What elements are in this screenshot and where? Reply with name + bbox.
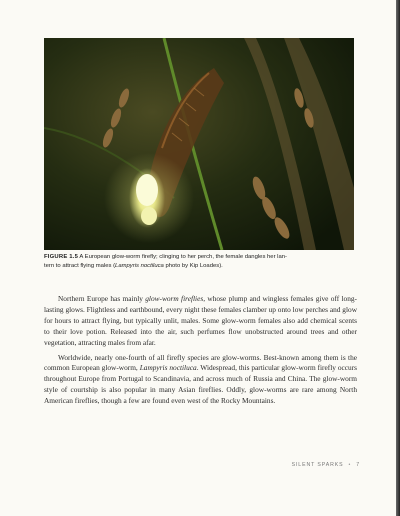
caption-text-line2: tern to attract flying males ( <box>44 262 116 269</box>
page-number: 7 <box>356 462 360 468</box>
page-edge-shadow <box>396 0 400 516</box>
caption-species: Lampyris noctiluca <box>115 262 164 269</box>
paragraph-1-emphasis: glow-worm fireflies <box>145 294 204 303</box>
paragraph-2-emphasis: Lampyris noctiluca <box>139 363 197 373</box>
footer-separator: • <box>348 462 352 468</box>
caption-text: A European glow-worm firefly; clinging to her perch, the female dangles her lan- <box>79 254 287 260</box>
figure-caption <box>44 253 356 270</box>
glow-worm-photo <box>44 38 354 250</box>
body-text <box>44 294 357 411</box>
paragraph-2 <box>44 353 357 408</box>
paragraph-1 <box>44 294 357 349</box>
running-title: SILENT SPARKS <box>291 462 344 468</box>
figure-number: FIGURE 1.5 <box>44 254 79 260</box>
paragraph-1-text-b: , whose plump and wingless females give off long-lasting glows. Flightless and earthbound, every night these females clamber up onto low perches and glow for hours to attract flying, but typically unlit, males. Some glow-worm females also add chemical scents to their love potion. Released into the air, such perfumes flow unobstructed around trees and other vegetation, attracting males from afar. <box>44 294 357 347</box>
paragraph-1-text-a: Northern Europe has mainly <box>58 294 146 303</box>
caption-credit: photo by Kip Loades). <box>163 262 223 269</box>
figure-photo <box>44 38 354 250</box>
paragraph-2-text-b: . Widespread, this particular glow-worm firefly occurs throughout Europe from Portugal to Scandinavia, and across much of Russia and China. The glow-worm style of courtship is also popular in many Asian fireflies. Oddly, glow-worms are rare among North American fireflies, though a few are found even west of the Rocky Mountains. <box>44 363 358 406</box>
paragraph-2-text-a: Worldwide, nearly one-fourth of all firefly species are glow-worms. Best-known among them is the common European glow-worm, <box>44 352 357 373</box>
running-footer <box>270 462 360 468</box>
